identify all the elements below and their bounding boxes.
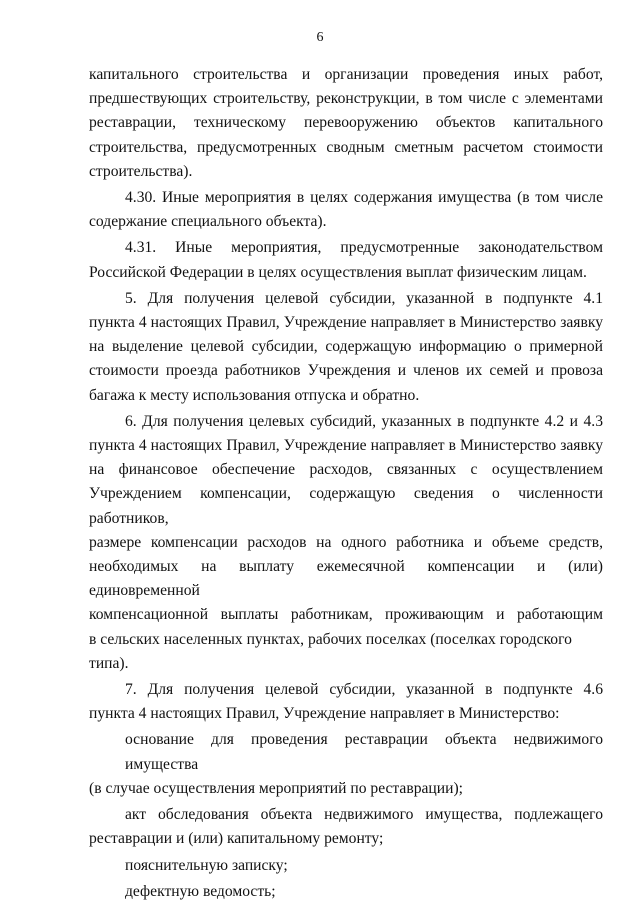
text-line: содержание специального объекта). <box>89 213 327 231</box>
text-line: багажа к месту использования отпуска и обратно. <box>89 386 420 404</box>
text-line: на финансовое обеспечение расходов, связанных с осуществлением <box>89 461 603 479</box>
text-line: необходимых на выплату ежемесячной компенсации и (или) единовременной <box>89 558 603 600</box>
text-line: дефектную ведомость; <box>125 882 276 900</box>
text-line: стоимости проезда работников Учреждения и членов их семей и провоза <box>89 362 603 380</box>
text-line: акт обследования объекта недвижимого имущества, подлежащего <box>125 806 603 824</box>
text-line: на выделение целевой субсидии, содержащую информацию о примерной <box>89 338 603 356</box>
text-line: пункта 4 настоящих Правил, Учреждение направляет в Министерство: <box>89 705 560 723</box>
text-line: основание для проведения реставрации объекта недвижимого имущества <box>125 731 603 773</box>
text-line: пункта 4 настоящих Правил, Учреждение направляет в Министерство заявку <box>89 314 603 332</box>
text-line: в сельских населенных пунктах, рабочих поселках (поселках городского типа). <box>89 630 572 672</box>
text-line: 4.30. Иные мероприятия в целях содержания имущества (в том числе <box>125 189 603 207</box>
text-line: предшествующих строительству, реконструкции, в том числе с элементами <box>89 90 603 108</box>
text-line: 4.31. Иные мероприятия, предусмотренные законодательством <box>125 239 603 257</box>
text-line: компенсационной выплаты работникам, проживающим и работающим <box>89 606 603 624</box>
text-line: реставрации, техническому перевооружению объектов капитального <box>89 114 603 132</box>
text-line: 5. Для получения целевой субсидии, указанной в подпункте 4.1 <box>125 289 603 307</box>
text-line: пункта 4 настоящих Правил, Учреждение направляет в Министерство заявку <box>89 437 603 455</box>
text-line: реставрации и (или) капитальному ремонту; <box>89 830 384 848</box>
document-body <box>89 63 603 904</box>
text-line: строительства). <box>89 162 193 180</box>
text-line: Российской Федерации в целях осуществления выплат физическим лицам. <box>89 263 587 281</box>
text-line: размере компенсации расходов на одного работника и объеме средств, <box>89 533 603 551</box>
text-line: пояснительную записку; <box>125 856 288 874</box>
text-line: капитального строительства и организации проведения иных работ, <box>89 66 603 83</box>
text-line: строительства, предусмотренных сводным сметным расчетом стоимости <box>89 138 603 156</box>
text-line: 6. Для получения целевых субсидий, указанных в подпункте 4.2 и 4.3 <box>125 412 603 430</box>
text-line: (в случае осуществления мероприятий по реставрации); <box>89 779 463 797</box>
text-line: Учреждением компенсации, содержащую сведения о численности работников, <box>89 485 603 527</box>
text-line: 7. Для получения целевой субсидии, указанной в подпункте 4.6 <box>125 681 603 699</box>
page-number: 6 <box>316 30 324 45</box>
